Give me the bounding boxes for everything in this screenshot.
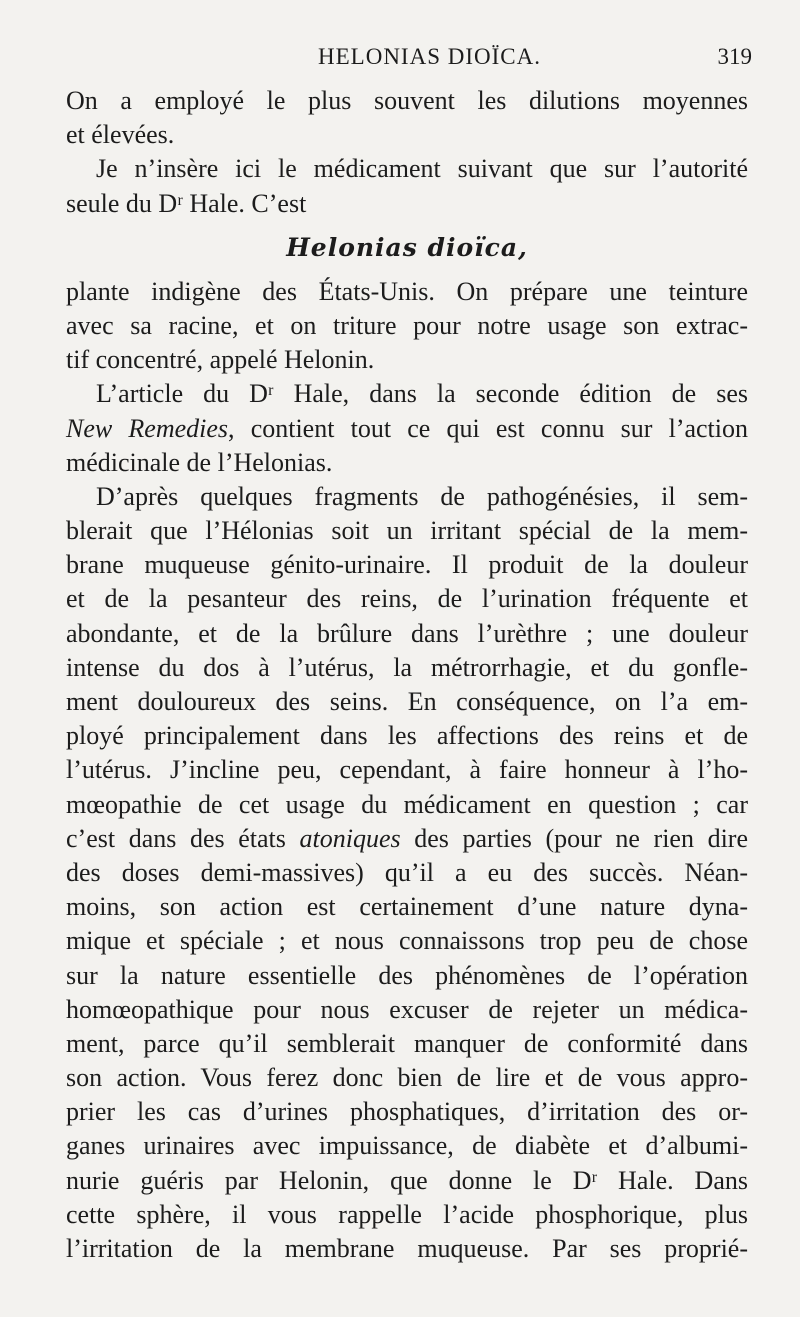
text-line: ment, parce qu’il semblerait manquer de conformité dans <box>66 1028 748 1058</box>
text-line: et élevées. <box>66 120 175 150</box>
text-line: Je n’insère ici le médicament suivant que sur l’autorité <box>96 154 748 184</box>
text-line: On a employé le plus souvent les dilutions moyennes <box>66 86 748 115</box>
text-line: nurie guéris par Helonin, que donne le Dʳ Hale. Dans <box>66 1165 748 1195</box>
text-line: l’utérus. J’incline peu, cependant, à faire honneur à l’ho- <box>66 755 748 785</box>
body-text <box>66 84 748 1266</box>
text-line: moins, son action est certainement d’une nature dyna- <box>66 892 748 922</box>
italic-text: New Remedies <box>66 413 229 443</box>
text-line: D’après quelques fragments de pathogénésies, il sem- <box>96 481 748 511</box>
italic-text: atoniques <box>299 823 401 853</box>
page-number: 319 <box>717 44 752 69</box>
text-line: cette sphère, il vous rappelle l’acide phosphorique, plus <box>66 1199 748 1229</box>
text-line: ployé principalement dans les affections des reins et de <box>66 721 748 751</box>
heading-text: Helonias dioïca, <box>286 232 528 262</box>
text-line: ganes urinaires avec impuissance, de diabète et d’albumi- <box>66 1131 748 1161</box>
text-line: blerait que l’Hélonias soit un irritant spécial de la mem- <box>66 516 748 546</box>
text-line: L’article du Dʳ Hale, dans la seconde édition de ses <box>96 379 748 409</box>
text-line: et de la pesanteur des reins, de l’urination fréquente et <box>66 584 748 614</box>
text-line: l’irritation de la membrane muqueuse. Par ses proprié- <box>66 1234 748 1263</box>
text-line: New Remedies, contient tout ce qui est connu sur l’action <box>66 413 748 443</box>
text-line: mique et spéciale ; et nous connaissons trop peu de chose <box>66 926 748 956</box>
running-head <box>0 44 800 74</box>
text-line: brane muqueuse génito-urinaire. Il produit de la douleur <box>66 550 748 580</box>
text-line: sur la nature essentielle des phénomènes de l’opération <box>66 960 748 990</box>
text-line: homœopathique pour nous excuser de rejeter un médica- <box>66 994 748 1024</box>
text-line: avec sa racine, et on triture pour notre usage son extrac- <box>66 310 748 340</box>
text-line: tif concentré, appelé Helonin. <box>66 345 375 375</box>
text-line: médicinale de l’Helonias. <box>66 447 333 477</box>
text-line: ment douloureux des seins. En conséquence, on l’a em- <box>66 687 748 716</box>
text-line: seule du Dʳ Hale. C’est <box>66 188 307 218</box>
running-title: HELONIAS DIOÏCA. <box>318 44 541 69</box>
text-line: intense du dos à l’utérus, la métrorrhagie, et du gonfle- <box>66 652 748 682</box>
text-line: c’est dans des états atoniques des parties (pour ne rien dire <box>66 823 748 853</box>
text-line: plante indigène des États-Unis. On prépare une teinture <box>66 276 748 306</box>
text-line: des doses demi-massives) qu’il a eu des succès. Néan- <box>66 857 748 887</box>
section-heading <box>66 223 748 273</box>
text-line: abondante, et de la brûlure dans l’urèthre ; une douleur <box>66 618 748 648</box>
text-line: prier les cas d’urines phosphatiques, d’irritation des or- <box>66 1097 748 1127</box>
text-line: son action. Vous ferez donc bien de lire et de vous appro- <box>66 1063 748 1093</box>
text-line: mœopathie de cet usage du médicament en question ; car <box>66 789 748 819</box>
